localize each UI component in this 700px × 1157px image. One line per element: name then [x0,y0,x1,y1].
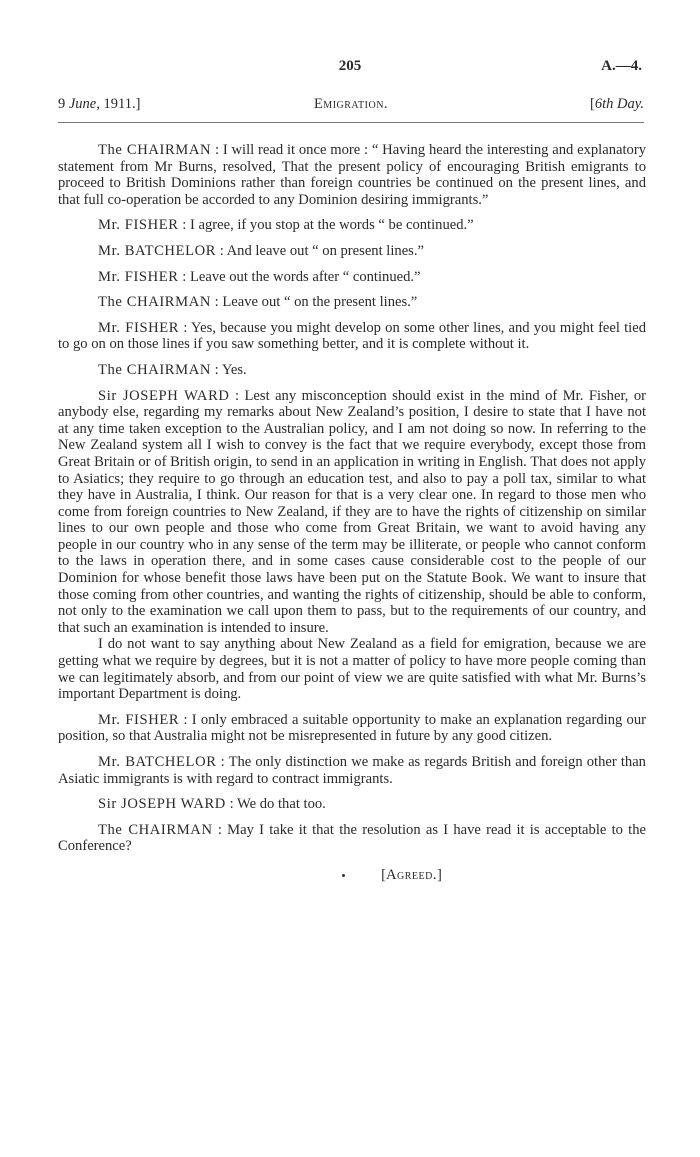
paragraph [58,142,646,208]
paragraph [58,362,646,379]
running-header [58,96,644,118]
header-date-prefix: 9 [58,96,69,112]
speaker-name: The CHAIRMAN [98,294,211,311]
paragraph-text: : Yes. [214,361,247,378]
header-day-bracket: [ [590,96,595,112]
paragraph [58,217,646,234]
paragraph-text: : We do that too. [229,796,326,813]
header-day-label: 6th Day. [594,96,644,112]
paragraph [58,320,646,353]
paragraph-text: : I only embraced a suitable opportunity to make an explanation regarding our position, so that Australia might not be misrepresented in future by any good citizen. [58,711,647,745]
speaker-name: The CHAIRMAN [98,361,211,378]
paragraph-text: : The only distinction we make as regards British and foreign other than Asiatic immigrants is with regard to contract immigrants. [58,754,646,787]
speaker-name: Mr. BATCHELOR [98,754,217,770]
speaker-name: The CHAIRMAN [98,821,213,838]
speaker-name: The CHAIRMAN [98,142,212,158]
header-date-suffix: , 1911.] [96,96,141,112]
speaker-name: Mr. FISHER [98,268,179,285]
paragraph-text: : May I take it that the resolution as I have read it is acceptable to the Conference? [58,821,646,855]
agreed-close-bracket: ] [437,866,442,883]
speaker-name: Sir JOSEPH WARD [98,387,230,404]
paragraph [58,712,646,745]
paragraph-text: : Lest any misconception should exist in the mind of Mr. Fisher, or anybody else, regarding my remarks about New Zealand’s position, I desire to state that I have not at any time taken exception to the Australian policy, and I am not doing so now. In referring to the New Zealand system all I wish to convey is the fact that we require everybody, except those from Great Britain or of British origin, to send in an application in writing in English. That does not apply to Asiatics; they require to go through an education test, and also to pay a poll tax, similar to what they have in Australia, I think. Our reason for that is a very clear one. In regard to those men who come from foreign countries to New Zealand, if they are to have the rights of citizenship on similar lines to our own people and those who come from Great Britain, we want to avoid having any people in our country who in any sense of the term may be illiterate, or people who cannot conform to the laws in operation there, and in some cases cause considerable cost to the people of our Dominion for whose benefit those laws have been put on the Statute Book. We want to insure that those coming from other countries, and wanting the rights of citizenship, should be able to conform, not only to the examination we call upon them to pass, but to the requirements of our country, and that such an examination is intended to insure. [58,387,646,636]
paragraph-text: : I agree, if you stop at the words “ be continued.” [182,217,474,234]
paragraph [58,754,646,787]
header-day [590,96,644,113]
paragraph [58,269,646,286]
header-title: Emigration. [313,96,389,112]
speaker-name: Mr. FISHER [98,711,180,728]
paragraph [58,294,646,311]
paragraph-text: : I will read it once more : “ Having heard the interesting and explanatory statement from Mr Burns, resolved, That the present policy of encouraging British emigrants to proceed to British Dominions rather than foreign countries be continued on the present lines, and that full co-operation be accorded to any Dominion desiring immigrants.” [58,142,646,208]
paragraph [58,388,646,637]
agreed-note [58,867,646,884]
paragraph [58,243,646,260]
paragraph-text: : Leave out “ on the present lines.” [214,294,418,311]
speaker-name: Mr. BATCHELOR [98,242,217,259]
agreed-open-bracket: [ [381,866,386,883]
page-number: 205 [338,58,362,74]
agreed-word: Agreed. [385,866,438,883]
paragraph [58,636,646,702]
paragraph-text: : Leave out the words after “ continued.” [182,268,421,285]
paragraph-text: : And leave out “ on present lines.” [219,242,424,259]
header-date-month: June [68,96,97,112]
paragraph-text: I do not want to say anything about New Zealand as a field for emigration, because we are getting what we require by degrees, but it is not a matter of policy to have more people coming than we can legitimately absorb, and from our point of view we are quite satisfied with what Mr. Burns’s important Department is doing. [58,636,646,703]
speaker-name: Mr. FISHER [98,217,179,234]
paragraph [58,822,646,855]
speaker-name: Mr. FISHER [98,319,180,336]
transcript-body [58,142,646,884]
stray-dot [342,874,345,877]
speaker-name: Sir JOSEPH WARD [98,796,226,813]
header-rule [58,122,644,123]
series-number: A.—4. [601,58,642,74]
paragraph-text: : Yes, because you might develop on some other lines, and you might feel tied to go on on those lines if you saw something better, and it is complete without it. [58,319,646,353]
paragraph [58,796,646,813]
page-top-line [0,58,700,82]
